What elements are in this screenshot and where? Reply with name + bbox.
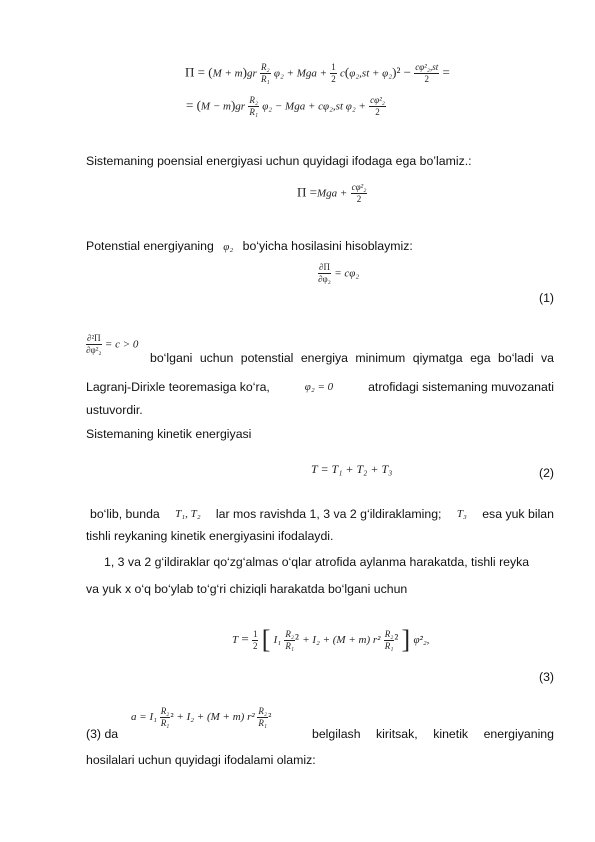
paragraph-motion-line1 bbox=[104, 555, 529, 569]
paragraph-text: lar mos ravishda 1, 3 va 2 g‘ildiraklaming; bbox=[215, 507, 442, 521]
kinetic-energy-sum-formula: T = T₁ + T₂ + T₃ bbox=[311, 462, 393, 476]
paragraph-notation-start bbox=[86, 727, 118, 741]
paragraph-kinetic-terms-line2 bbox=[86, 527, 554, 546]
paragraph-text: Lagranj-Dirixle teoremasiga ko‘ra, bbox=[86, 380, 270, 394]
paragraph-text: tishli reykaning kinetik energiyasini ifodalaydi. bbox=[86, 529, 334, 543]
t1-t2-symbols: T₁, T₂ bbox=[175, 508, 201, 520]
paragraph-potential-intro bbox=[86, 152, 554, 171]
paragraph-text-end: bo‘yicha hosilasini hisoblaymiz: bbox=[242, 239, 413, 253]
paragraph-notation-end bbox=[312, 727, 554, 741]
paragraph-stability-line2 bbox=[86, 378, 554, 397]
paragraph-text: esa yuk bilan bbox=[482, 507, 554, 521]
paragraph-text: Sistemaning poensial energiyasi uchun quyidagi ifodaga ega bo’lamiz.: bbox=[86, 154, 472, 168]
potential-energy-formula-line1: Π = (M + m)gr $\frac{\text{R₂}}{\text{R₁}}$ φ₂ + Mga + $\frac{1}{2}$ c(φ₂,st + φ₂)² − $\frac{\text{cφ²₂,st}}{2}$ = bbox=[185, 62, 450, 84]
paragraph-text: belgilash kiritsak, kinetik energiyaning bbox=[312, 727, 554, 741]
paragraph-kinetic-intro bbox=[86, 425, 554, 444]
paragraph-derivative-intro bbox=[86, 237, 554, 257]
first-derivative-formula: $\frac{\partial\Pi}{\text{∂φ₂}}$ = cφ₂ bbox=[318, 262, 360, 284]
paragraph-kinetic-terms bbox=[86, 505, 554, 524]
equation-number-3: (3) bbox=[538, 670, 554, 684]
potential-energy-formula-line2: = (M − m)gr $\frac{\text{R₂}}{\text{R₁}}$ φ₂ − Mga + cφ₂,st φ₂ + $\frac{\text{cφ²₂}}{2}$ bbox=[186, 95, 385, 117]
equilibrium-condition: φ₂ = 0 bbox=[304, 381, 334, 393]
second-derivative-formula: $\frac{\text{∂²Π}}{\text{∂φ²₂}}$ = c > 0 bbox=[86, 333, 139, 355]
paragraph-text: bo‘lgani uchun potenstial energiya minimum qiymatga ega bo‘ladi va bbox=[150, 351, 554, 365]
paragraph-text: ustuvordir. bbox=[86, 403, 143, 417]
paragraph-text: atrofidagi sistemaning muvozanati bbox=[368, 380, 554, 394]
equation-number-2: (2) bbox=[538, 466, 554, 480]
paragraph-text: Sistemaning kinetik energiyasi bbox=[86, 427, 252, 441]
kinetic-energy-formula: T = $\frac{1}{2}$ [ I₁ $\frac{\text{R₂}}{\text{R₁}}$ ² + I₂ + (M + m) r² $\frac{\text{R₂}}{\text{R₁}}$ ² ] φ̇²₂, bbox=[232, 625, 430, 654]
paragraph-text: va yuk x o‘q bo‘ylab to‘g‘ri chiziqli harakatda bo‘lgani uchun bbox=[86, 582, 408, 596]
equation-number-1: (1) bbox=[538, 291, 554, 305]
paragraph-text: hosilalari uchun quyidagi ifodalami olamiz: bbox=[86, 753, 316, 767]
paragraph-motion-line2 bbox=[86, 580, 554, 599]
notation-a-formula: a = I₁ $\frac{\text{R₂}}{\text{R₁}}$ ² + I₂ + (M + m) r² $\frac{\text{R₂}}{\text{R₁}}$ ² bbox=[131, 706, 272, 728]
paragraph-text: (3) da bbox=[86, 727, 119, 741]
paragraph-text: 1, 3 va 2 g‘ildiraklar qo‘zg‘almas o‘qlar atrofida aylanma harakatda, tishli reyka bbox=[104, 555, 530, 569]
paragraph-stability-line1 bbox=[150, 351, 554, 365]
phi2-symbol: φ₂ bbox=[223, 241, 234, 253]
paragraph-notation-line2 bbox=[86, 751, 554, 770]
t3-symbol: T₃ bbox=[456, 508, 467, 520]
paragraph-text-start: Potenstial energiyaning bbox=[86, 239, 214, 253]
paragraph-stability-line3 bbox=[86, 401, 554, 420]
paragraph-text: bo‘lib, bunda bbox=[90, 507, 160, 521]
potential-energy-simplified: Π =Mga + $\frac{\text{cφ²₂}}{2}$ bbox=[297, 182, 367, 204]
